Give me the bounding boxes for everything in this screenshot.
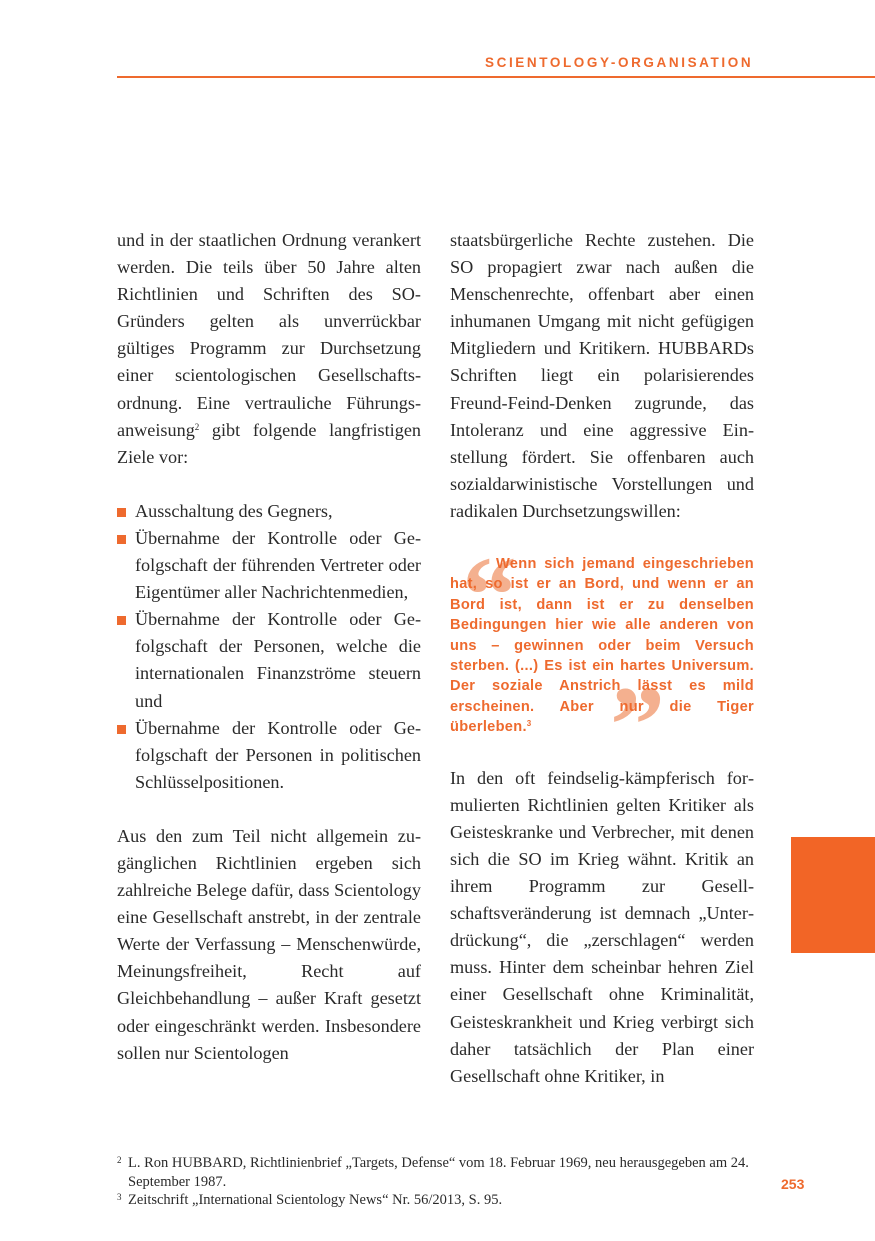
footnote-ref-2: 2 xyxy=(194,421,200,432)
bullet-square-icon xyxy=(117,616,126,625)
footnote-3 xyxy=(117,1191,757,1210)
bullet-square-icon xyxy=(117,508,126,517)
right-column xyxy=(450,227,754,1090)
intro-text: und in der staatlichen Ordnung verankert werden. Die teils über 50 Jahre alten Richtlinien und Schriften des SO-Gründers gelten als unverrückbar gültiges Programm zur Durchsetzung einer scientologischen Gesellschaftsordnung. Eine vertrauliche Führungsanweisung xyxy=(117,230,421,440)
rights-paragraph: staatsbürgerliche Rechte zustehen. Die SO propagiert zwar nach außen die Menschenrechte, offenbart aber einen inhumanen Umgang mit nicht gefügigen Mitgliedern und Kritikern. HUBBARDs Schriften liegt ein polarisierendes Freund-Feind-Denken zugrunde, das Intoleranz und eine aggressive Einstellung fördert. Sie offenbaren auch sozialdarwinistische Vorstellungen und radikalen Durchsetzungswillen: xyxy=(450,230,754,521)
footnote-text: Zeitschrift „International Scientology News“ Nr. 56/2013, S. 95. xyxy=(128,1192,503,1209)
quote-body: Wenn sich jemand eingeschrieben hat, so ist er an Bord, und wenn er an Bord ist, dann ist er zu denselben Bedingungen hier wie alle anderen von uns – gewinnen oder beim Versuch sterben. (...) Es ist ein hartes Universum. Der soziale Anstrich lässt es mild erscheinen. Aber nur die Tiger überleben. xyxy=(450,556,754,736)
pull-quote xyxy=(450,534,754,787)
closing-paragraph: Aus den zum Teil nicht allgemein zugänglichen Richtlinien ergeben sich zahlreiche Belege dafür, dass Scientology eine Gesellschaft anstrebt, in der zentrale Werte der Verfassung – Menschenwürde, Meinungsfreiheit, Recht auf Gleichbehandlung – außer Kraft gesetzt oder eingeschränkt werden. Insbesondere sollen nur Scientologen xyxy=(117,825,421,1063)
list-item-text: Übernahme der Kontrolle oder Gefolgschaft der Personen in politischen Schlüsselpositionen. xyxy=(135,717,421,792)
goals-list xyxy=(117,498,421,796)
list-item-text: Übernahme der Kontrolle oder Gefolgschaft der führenden Vertreter oder Eigentümer aller Nachrichtenmedien, xyxy=(135,527,421,603)
list-item-text: Übernahme der Kontrolle oder Gefolgschaft der Personen, welche die internationalen Finanzströme steuern und xyxy=(135,609,421,711)
footnote-number: 3 xyxy=(117,1192,122,1203)
list-item xyxy=(117,715,421,796)
bullet-square-icon xyxy=(117,535,126,544)
list-item xyxy=(117,525,421,606)
footnote-ref-3: 3 xyxy=(526,719,532,729)
bullet-square-icon xyxy=(117,725,126,734)
footnote-2 xyxy=(117,1154,757,1191)
page-number: 253 xyxy=(781,1176,805,1192)
quote-text xyxy=(450,554,754,738)
footnote-text: L. Ron HUBBARD, Richtlinienbrief „Targets, Defense“ vom 18. Februar 1969, neu herausgegeben am 24. September 1987. xyxy=(128,1155,749,1190)
intro-text-end: gibt folgende langfristigen Ziele vor: xyxy=(117,419,421,467)
chapter-thumb-tab xyxy=(791,837,875,953)
list-item-text: Ausschaltung des Gegners, xyxy=(135,500,333,521)
left-column xyxy=(117,227,421,1067)
footnote-number: 2 xyxy=(117,1155,122,1165)
open-quote-icon: “ xyxy=(462,534,518,657)
close-quote-icon: ” xyxy=(610,664,666,787)
critics-paragraph: In den oft feindselig-kämpferisch formulierten Richtlinien gelten Kritiker als Geisteskranke und Verbrecher, mit denen sich die SO im Krieg wähnt. Kritik an ihrem Programm zur Gesellschaftsveränderung ist demnach „Unterdrückung“, die „zerschlagen“ werden muss. Hinter dem scheinbar hehren Ziel einer Gesellschaft ohne Kriminalität, Geisteskrankheit und Krieg verbirgt sich daher tatsächlich der Plan einer Gesellschaft ohne Kritiker, in xyxy=(450,767,754,1086)
running-title: SCIENTOLOGY-ORGANISATION xyxy=(485,55,754,70)
intro-paragraph xyxy=(117,227,421,471)
footnotes xyxy=(117,1154,757,1210)
list-item xyxy=(117,498,421,525)
list-item xyxy=(117,606,421,714)
header-rule xyxy=(117,76,875,78)
